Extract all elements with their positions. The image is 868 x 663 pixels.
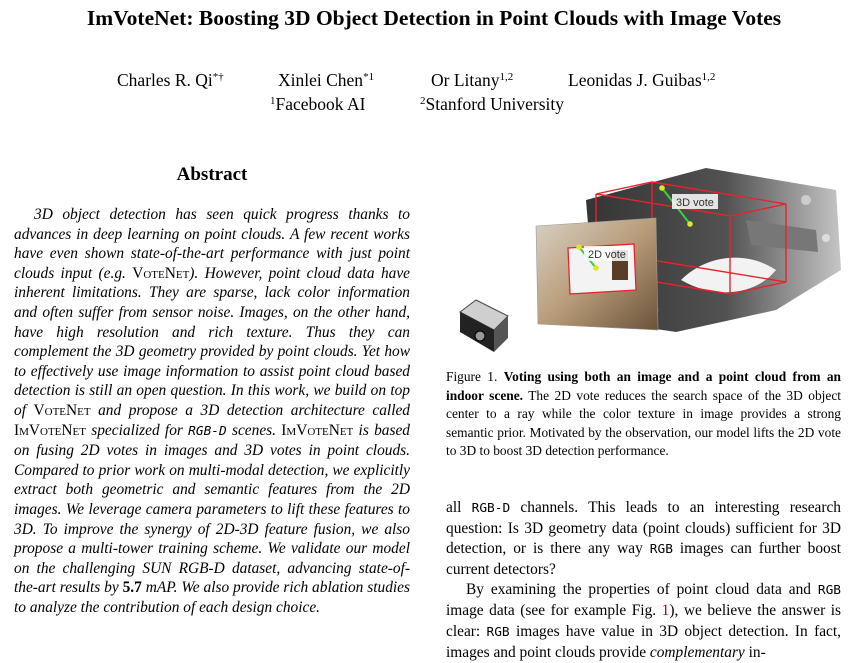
author-3: Or Litany$^{1,2}$ bbox=[431, 70, 514, 90]
affiliation-1: $^1$Facebook AI bbox=[270, 94, 366, 114]
affiliation-2: $^2$Stanford University bbox=[420, 94, 565, 114]
paper-title: ImVoteNet: Boosting 3D Object Detection in Point Clouds with Image Votes bbox=[86, 6, 782, 30]
figure-1-illustration bbox=[446, 160, 846, 356]
author-1: Charles R. Qi*† bbox=[117, 70, 224, 90]
intro-text bbox=[446, 498, 841, 663]
figure-1-link[interactable]: 1 bbox=[661, 602, 670, 620]
intro-paragraph-1: all RGB-D channels. This leads to an interesting research question: Is 3D geometry data (point clouds) sufficient for 3D detection, or is there any way RGB images can further boost current detectors? bbox=[446, 499, 842, 579]
abstract-heading: Abstract bbox=[176, 164, 248, 185]
svg-text:2D vote: 2D vote bbox=[588, 249, 626, 261]
abstract-text: 3D object detection has seen quick progress thanks to advances in deep learning on point clouds. A few recent works have even shown state-of-the-art performance with just point clouds input (e.g. VoteNet). However, point cloud data have inherent limitations. They are sparse, lack color information and often suffer from sensor noise. Images, on the other hand, have high resolution and rich texture. Thus they can complement the 3D geometry provided by point clouds. Yet how to effectively use image information to assist point cloud based detection is still an open question. In this work, we build on top of VoteNet and propose a 3D detection architecture called ImVoteNet specialized for RGB-D scenes. ImVoteNet is based on fusing 2D votes in images and 3D votes in point clouds. Compared to prior work on multi-modal detection, we explicitly extract both geometric and semantic features from the 2D images. We leverage camera parameters to lift these features to 3D. To improve the synergy of 2D-3D feature fusion, we also propose a multi-tower training scheme. We validate our model on the challenging SUN RGB-D dataset, advancing state-of-the-art results by 5.7 mAP. We also provide rich ablation studies to analyze the contribution of each design choice. bbox=[14, 206, 411, 616]
author-2: Xinlei Chen$^{*1}$ bbox=[278, 70, 375, 90]
svg-text:3D vote: 3D vote bbox=[676, 197, 714, 209]
rgb-image bbox=[536, 218, 658, 330]
intro-paragraph-2: By examining the properties of point cloud data and RGB image data (see for example Fig. 1), we believe the answer is clear: RGB images have value in 3D object detection. In fact, images and point clouds provide complementary in- bbox=[446, 581, 841, 661]
figure-1-caption: Figure 1. Voting using both an image and a point cloud from an indoor scene. The 2D vote reduces the search space of the 3D object center to a ray while the color texture in image provides a strong semantic prior. Motivated by the observation, our model lifts the 2D vote to 3D to boost 3D detection performance. bbox=[446, 369, 841, 459]
rgbd-camera bbox=[460, 300, 508, 352]
author-4: Leonidas J. Guibas$^{1,2}$ bbox=[568, 70, 716, 90]
